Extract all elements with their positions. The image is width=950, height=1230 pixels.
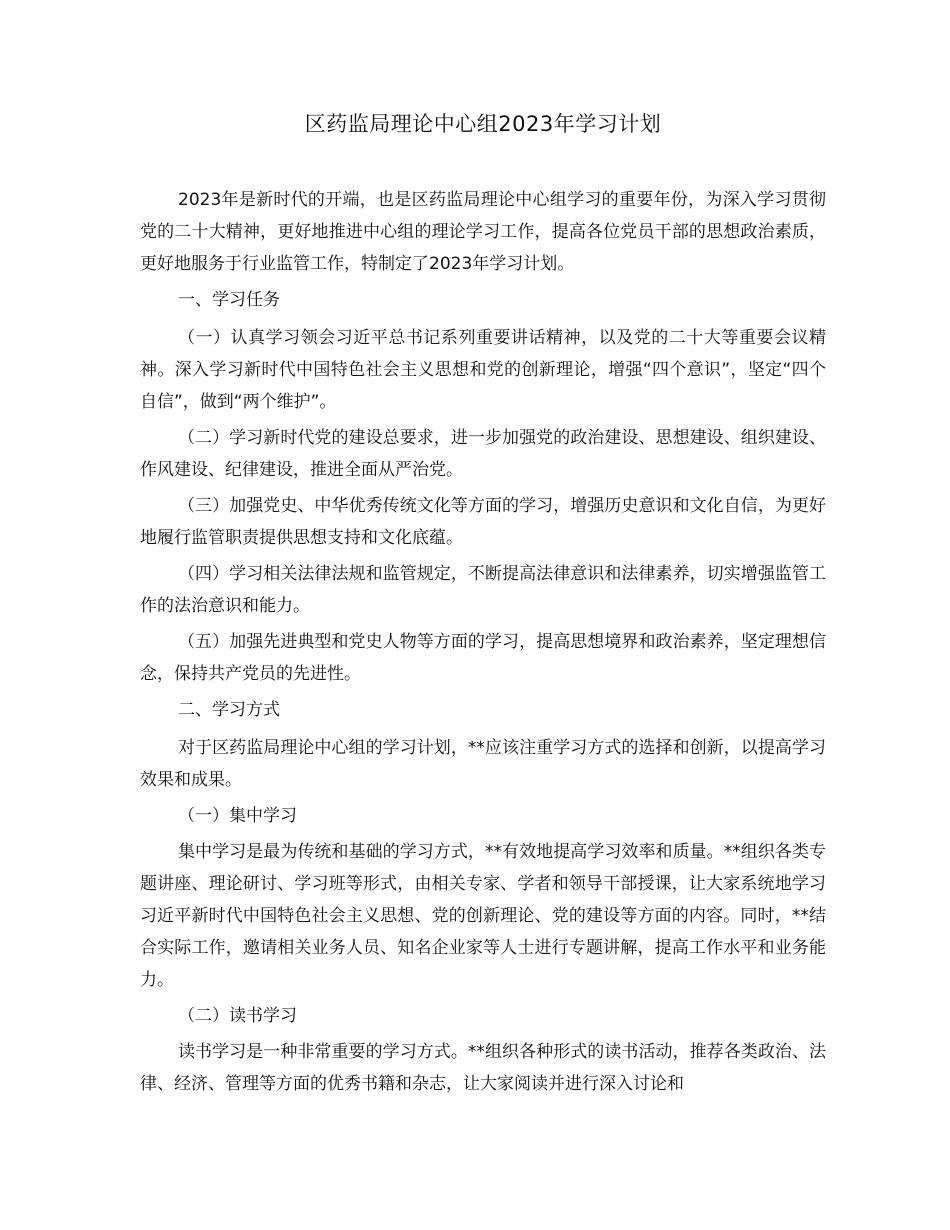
reading-study-paragraph: 读书学习是一种非常重要的学习方式。**组织各种形式的读书活动，推荐各类政治、法律、经济、管理等方面的优秀书籍和杂志，让大家阅读并进行深入讨论和	[140, 1042, 826, 1094]
subsection-heading-reading-study: （二）读书学习	[178, 1006, 297, 1026]
section-heading-methods: 二、学习方式	[178, 700, 280, 720]
task-item-1: （一）认真学习领会习近平总书记系列重要讲话精神，以及党的二十大等重要会议精神。深入学习新时代中国特色社会主义思想和党的创新理论，增强“四个意识”，坚定“四个自信”，做到“两个维护”。	[140, 328, 826, 412]
centralized-study-paragraph: 集中学习是最为传统和基础的学习方式，**有效地提高学习效率和质量。**组织各类专题讲座、理论研讨、学习班等形式，由相关专家、学者和领导干部授课，让大家系统地学习习近平新时代中国特色社会主义思想、党的创新理论、党的建设等方面的内容。同时，**结合实际工作，邀请相关业务人员、知名企业家等人士进行专题讲解，提高工作水平和业务能力。	[140, 842, 826, 990]
intro-paragraph: 2023年是新时代的开端，也是区药监局理论中心组学习的重要年份，为深入学习贯彻党的二十大精神，更好地推进中心组的理论学习工作，提高各位党员干部的思想政治素质，更好地服务于行业监管工作，特制定了2023年学习计划。	[140, 190, 826, 274]
task-item-2: （二）学习新时代党的建设总要求，进一步加强党的政治建设、思想建设、组织建设、作风建设、纪律建设，推进全面从严治党。	[140, 428, 826, 480]
methods-intro-paragraph: 对于区药监局理论中心组的学习计划，**应该注重学习方式的选择和创新，以提高学习效果和成果。	[140, 738, 826, 790]
task-item-3: （三）加强党史、中华优秀传统文化等方面的学习，增强历史意识和文化自信，为更好地履行监管职责提供思想支持和文化底蕴。	[140, 496, 826, 548]
subsection-heading-centralized-study: （一）集中学习	[178, 806, 297, 826]
document-page	[140, 106, 826, 1104]
section-heading-tasks: 一、学习任务	[178, 290, 280, 310]
task-item-4: （四）学习相关法律法规和监管规定，不断提高法律意识和法律素养，切实增强监管工作的法治意识和能力。	[140, 564, 826, 616]
document-title: 区药监局理论中心组2023年学习计划	[304, 112, 662, 136]
task-item-5: （五）加强先进典型和党史人物等方面的学习，提高思想境界和政治素养，坚定理想信念，保持共产党员的先进性。	[140, 632, 826, 684]
